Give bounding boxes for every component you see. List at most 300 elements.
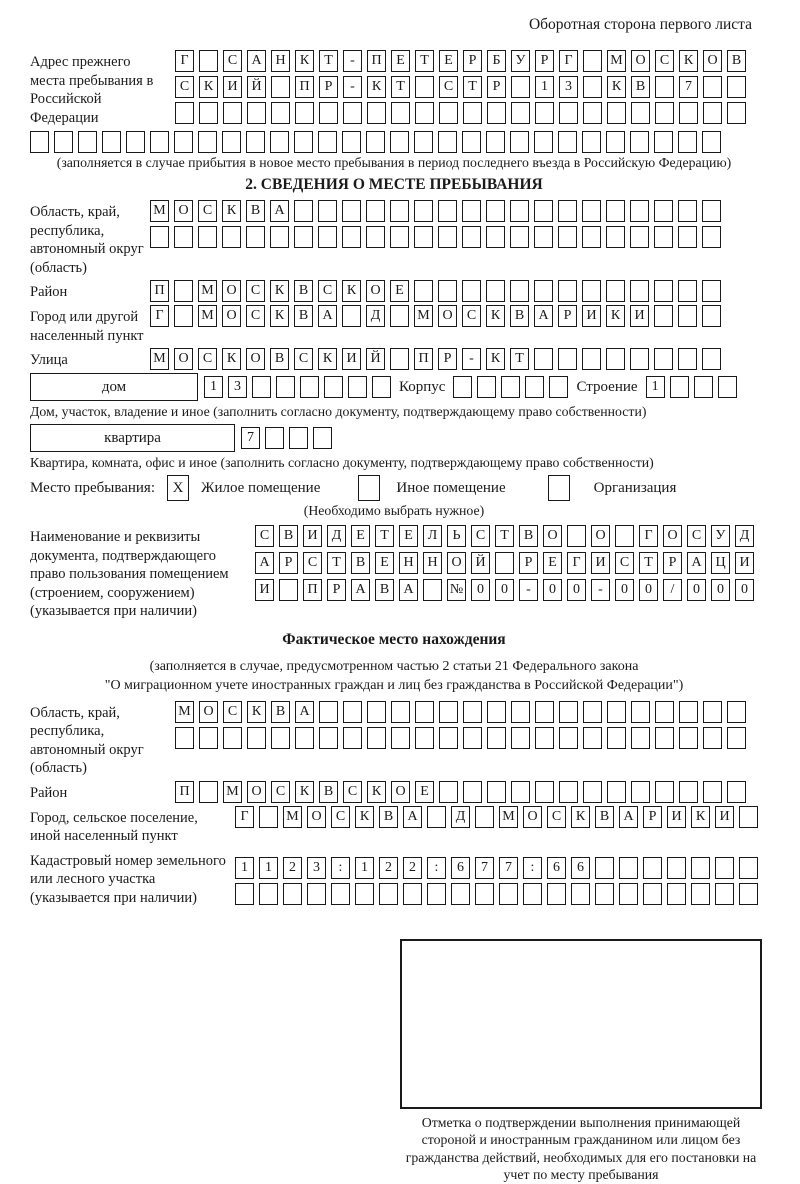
char-box[interactable]	[582, 226, 601, 248]
char-box[interactable]: П	[414, 348, 433, 370]
char-box[interactable]	[606, 348, 625, 370]
char-box[interactable]	[342, 200, 361, 222]
char-box[interactable]: 0	[615, 579, 634, 601]
char-box[interactable]	[439, 102, 458, 124]
char-box[interactable]	[439, 701, 458, 723]
char-box[interactable]: В	[510, 305, 529, 327]
char-box[interactable]	[727, 701, 746, 723]
char-box[interactable]: Г	[235, 806, 254, 828]
char-box[interactable]: Т	[327, 552, 346, 574]
char-box[interactable]: 0	[495, 579, 514, 601]
char-box[interactable]: О	[366, 280, 385, 302]
char-box[interactable]	[463, 727, 482, 749]
char-box[interactable]	[739, 806, 758, 828]
char-box[interactable]	[427, 883, 446, 905]
char-box[interactable]: Р	[663, 552, 682, 574]
char-box[interactable]	[535, 701, 554, 723]
char-box[interactable]: А	[318, 305, 337, 327]
char-box[interactable]	[583, 701, 602, 723]
char-box[interactable]	[414, 226, 433, 248]
char-box[interactable]	[655, 102, 674, 124]
char-box[interactable]	[390, 131, 409, 153]
char-box[interactable]	[654, 280, 673, 302]
char-box[interactable]	[300, 376, 319, 398]
char-box[interactable]: -	[343, 76, 362, 98]
char-box[interactable]	[475, 883, 494, 905]
char-box[interactable]: И	[630, 305, 649, 327]
char-box[interactable]	[583, 50, 602, 72]
char-box[interactable]: В	[379, 806, 398, 828]
char-box[interactable]	[619, 883, 638, 905]
char-box[interactable]	[583, 727, 602, 749]
char-box[interactable]	[414, 280, 433, 302]
char-box[interactable]	[174, 305, 193, 327]
char-box[interactable]	[342, 131, 361, 153]
char-box[interactable]: С	[687, 525, 706, 547]
char-box[interactable]	[558, 348, 577, 370]
char-box[interactable]: А	[247, 50, 266, 72]
char-box[interactable]	[343, 727, 362, 749]
char-box[interactable]	[439, 781, 458, 803]
char-box[interactable]: Ц	[711, 552, 730, 574]
char-box[interactable]	[379, 883, 398, 905]
char-box[interactable]	[477, 376, 496, 398]
char-box[interactable]	[667, 857, 686, 879]
char-box[interactable]	[427, 806, 446, 828]
char-box[interactable]: А	[295, 701, 314, 723]
char-box[interactable]: №	[447, 579, 466, 601]
char-box[interactable]: К	[355, 806, 374, 828]
char-box[interactable]	[391, 701, 410, 723]
char-box[interactable]	[678, 305, 697, 327]
char-box[interactable]	[348, 376, 367, 398]
char-box[interactable]	[453, 376, 472, 398]
char-box[interactable]	[198, 131, 217, 153]
char-box[interactable]	[607, 701, 626, 723]
char-box[interactable]: У	[511, 50, 530, 72]
char-box[interactable]	[534, 348, 553, 370]
char-box[interactable]	[607, 727, 626, 749]
char-box[interactable]	[727, 76, 746, 98]
char-box[interactable]: Т	[319, 50, 338, 72]
char-box[interactable]: 2	[283, 857, 302, 879]
char-box[interactable]: Т	[510, 348, 529, 370]
char-box[interactable]: О	[543, 525, 562, 547]
char-box[interactable]: К	[247, 701, 266, 723]
char-box[interactable]: Н	[271, 50, 290, 72]
char-box[interactable]	[703, 727, 722, 749]
char-box[interactable]: К	[486, 305, 505, 327]
char-box[interactable]	[246, 131, 265, 153]
char-box[interactable]	[655, 76, 674, 98]
char-box[interactable]	[727, 727, 746, 749]
char-box[interactable]	[54, 131, 73, 153]
char-box[interactable]	[271, 727, 290, 749]
char-box[interactable]	[313, 427, 332, 449]
char-box[interactable]: 0	[639, 579, 658, 601]
char-box[interactable]: Т	[391, 76, 410, 98]
char-box[interactable]: Н	[423, 552, 442, 574]
char-box[interactable]: О	[307, 806, 326, 828]
char-box[interactable]	[606, 226, 625, 248]
char-box[interactable]	[30, 131, 49, 153]
char-box[interactable]	[559, 102, 578, 124]
char-box[interactable]: Д	[451, 806, 470, 828]
char-box[interactable]	[265, 427, 284, 449]
char-box[interactable]	[343, 102, 362, 124]
char-box[interactable]	[366, 131, 385, 153]
char-box[interactable]	[558, 226, 577, 248]
char-box[interactable]	[366, 226, 385, 248]
char-box[interactable]: О	[174, 348, 193, 370]
char-box[interactable]	[631, 102, 650, 124]
char-box[interactable]	[694, 376, 713, 398]
char-box[interactable]	[279, 579, 298, 601]
char-box[interactable]: 6	[571, 857, 590, 879]
char-box[interactable]: 1	[355, 857, 374, 879]
char-box[interactable]	[501, 376, 520, 398]
char-box[interactable]: Е	[390, 280, 409, 302]
char-box[interactable]: 0	[687, 579, 706, 601]
char-box[interactable]: О	[247, 781, 266, 803]
char-box[interactable]: Т	[495, 525, 514, 547]
char-box[interactable]	[582, 200, 601, 222]
char-box[interactable]: 7	[241, 427, 260, 449]
char-box[interactable]: О	[591, 525, 610, 547]
char-box[interactable]	[535, 102, 554, 124]
char-box[interactable]: Ь	[447, 525, 466, 547]
char-box[interactable]: 2	[403, 857, 422, 879]
char-box[interactable]	[324, 376, 343, 398]
char-box[interactable]	[595, 857, 614, 879]
char-box[interactable]	[510, 131, 529, 153]
char-box[interactable]	[271, 102, 290, 124]
char-box[interactable]	[525, 376, 544, 398]
char-box[interactable]	[342, 305, 361, 327]
char-box[interactable]: Й	[471, 552, 490, 574]
char-box[interactable]	[223, 727, 242, 749]
char-box[interactable]	[174, 280, 193, 302]
char-box[interactable]: Т	[639, 552, 658, 574]
char-box[interactable]: 6	[451, 857, 470, 879]
char-box[interactable]: Е	[439, 50, 458, 72]
char-box[interactable]	[703, 781, 722, 803]
char-box[interactable]	[678, 226, 697, 248]
char-box[interactable]: К	[571, 806, 590, 828]
char-box[interactable]: 0	[543, 579, 562, 601]
char-box[interactable]: В	[519, 525, 538, 547]
char-box[interactable]	[199, 50, 218, 72]
char-box[interactable]: Д	[735, 525, 754, 547]
char-box[interactable]: С	[318, 280, 337, 302]
char-box[interactable]	[703, 102, 722, 124]
char-box[interactable]	[463, 781, 482, 803]
char-box[interactable]: С	[331, 806, 350, 828]
char-box[interactable]	[631, 727, 650, 749]
char-box[interactable]	[739, 883, 758, 905]
char-box[interactable]	[235, 883, 254, 905]
char-box[interactable]	[247, 727, 266, 749]
organization-checkbox[interactable]	[548, 475, 570, 501]
char-box[interactable]: 7	[499, 857, 518, 879]
char-box[interactable]	[567, 525, 586, 547]
char-box[interactable]	[367, 727, 386, 749]
char-box[interactable]: Й	[366, 348, 385, 370]
char-box[interactable]	[511, 102, 530, 124]
char-box[interactable]: 0	[567, 579, 586, 601]
char-box[interactable]	[510, 280, 529, 302]
char-box[interactable]	[318, 200, 337, 222]
char-box[interactable]: В	[270, 348, 289, 370]
char-box[interactable]	[655, 781, 674, 803]
char-box[interactable]	[654, 131, 673, 153]
char-box[interactable]: В	[279, 525, 298, 547]
char-box[interactable]	[462, 280, 481, 302]
char-box[interactable]: О	[199, 701, 218, 723]
char-box[interactable]	[355, 883, 374, 905]
char-box[interactable]	[487, 102, 506, 124]
char-box[interactable]	[289, 427, 308, 449]
char-box[interactable]	[319, 701, 338, 723]
char-box[interactable]	[559, 701, 578, 723]
char-box[interactable]	[510, 200, 529, 222]
char-box[interactable]	[271, 76, 290, 98]
char-box[interactable]: С	[271, 781, 290, 803]
char-box[interactable]: Т	[415, 50, 434, 72]
char-box[interactable]: Е	[399, 525, 418, 547]
char-box[interactable]: К	[367, 781, 386, 803]
char-box[interactable]	[259, 883, 278, 905]
char-box[interactable]: Г	[175, 50, 194, 72]
char-box[interactable]	[679, 102, 698, 124]
char-box[interactable]: Р	[519, 552, 538, 574]
char-box[interactable]: В	[375, 579, 394, 601]
char-box[interactable]: /	[663, 579, 682, 601]
char-box[interactable]: С	[655, 50, 674, 72]
residential-checkbox[interactable]: X	[167, 475, 189, 501]
char-box[interactable]	[438, 131, 457, 153]
char-box[interactable]: К	[342, 280, 361, 302]
char-box[interactable]	[630, 131, 649, 153]
char-box[interactable]: С	[198, 348, 217, 370]
char-box[interactable]	[583, 102, 602, 124]
char-box[interactable]: М	[607, 50, 626, 72]
char-box[interactable]: Е	[415, 781, 434, 803]
char-box[interactable]: 1	[204, 376, 223, 398]
char-box[interactable]	[631, 781, 650, 803]
char-box[interactable]: К	[679, 50, 698, 72]
char-box[interactable]	[438, 200, 457, 222]
char-box[interactable]: С	[615, 552, 634, 574]
char-box[interactable]	[535, 781, 554, 803]
char-box[interactable]: 1	[259, 857, 278, 879]
char-box[interactable]	[391, 102, 410, 124]
char-box[interactable]: Е	[351, 525, 370, 547]
char-box[interactable]	[372, 376, 391, 398]
char-box[interactable]: :	[331, 857, 350, 879]
char-box[interactable]: И	[223, 76, 242, 98]
char-box[interactable]: 1	[235, 857, 254, 879]
char-box[interactable]: С	[246, 305, 265, 327]
char-box[interactable]: Р	[463, 50, 482, 72]
char-box[interactable]	[511, 781, 530, 803]
char-box[interactable]: Й	[247, 76, 266, 98]
char-box[interactable]: О	[663, 525, 682, 547]
char-box[interactable]	[558, 200, 577, 222]
char-box[interactable]: Р	[558, 305, 577, 327]
char-box[interactable]	[439, 727, 458, 749]
char-box[interactable]: О	[703, 50, 722, 72]
char-box[interactable]	[150, 226, 169, 248]
char-box[interactable]	[727, 102, 746, 124]
char-box[interactable]	[294, 200, 313, 222]
char-box[interactable]: У	[711, 525, 730, 547]
char-box[interactable]	[549, 376, 568, 398]
char-box[interactable]	[582, 348, 601, 370]
char-box[interactable]: С	[439, 76, 458, 98]
char-box[interactable]: Д	[366, 305, 385, 327]
char-box[interactable]: И	[255, 579, 274, 601]
char-box[interactable]	[78, 131, 97, 153]
char-box[interactable]: К	[318, 348, 337, 370]
char-box[interactable]: М	[175, 701, 194, 723]
char-box[interactable]: О	[391, 781, 410, 803]
char-box[interactable]: С	[246, 280, 265, 302]
char-box[interactable]	[582, 131, 601, 153]
char-box[interactable]: И	[735, 552, 754, 574]
char-box[interactable]: К	[691, 806, 710, 828]
char-box[interactable]: О	[447, 552, 466, 574]
char-box[interactable]	[630, 200, 649, 222]
char-box[interactable]	[558, 131, 577, 153]
char-box[interactable]: :	[523, 857, 542, 879]
char-box[interactable]: П	[303, 579, 322, 601]
char-box[interactable]	[367, 102, 386, 124]
char-box[interactable]	[727, 781, 746, 803]
char-box[interactable]: Р	[319, 76, 338, 98]
char-box[interactable]	[438, 226, 457, 248]
char-box[interactable]	[678, 348, 697, 370]
char-box[interactable]	[414, 131, 433, 153]
char-box[interactable]: М	[414, 305, 433, 327]
char-box[interactable]: К	[270, 280, 289, 302]
char-box[interactable]	[462, 200, 481, 222]
char-box[interactable]: -	[591, 579, 610, 601]
char-box[interactable]: С	[471, 525, 490, 547]
char-box[interactable]	[606, 131, 625, 153]
char-box[interactable]	[631, 701, 650, 723]
char-box[interactable]	[535, 727, 554, 749]
char-box[interactable]: А	[403, 806, 422, 828]
char-box[interactable]: И	[667, 806, 686, 828]
char-box[interactable]	[438, 280, 457, 302]
char-box[interactable]	[390, 348, 409, 370]
char-box[interactable]	[654, 305, 673, 327]
char-box[interactable]: К	[367, 76, 386, 98]
char-box[interactable]	[246, 226, 265, 248]
char-box[interactable]: Р	[535, 50, 554, 72]
char-box[interactable]	[606, 200, 625, 222]
char-box[interactable]: 3	[307, 857, 326, 879]
char-box[interactable]	[487, 727, 506, 749]
char-box[interactable]: С	[343, 781, 362, 803]
char-box[interactable]: :	[427, 857, 446, 879]
char-box[interactable]	[295, 727, 314, 749]
char-box[interactable]	[270, 131, 289, 153]
char-box[interactable]	[150, 131, 169, 153]
char-box[interactable]	[654, 348, 673, 370]
char-box[interactable]	[318, 131, 337, 153]
char-box[interactable]: А	[399, 579, 418, 601]
char-box[interactable]	[547, 883, 566, 905]
char-box[interactable]: 7	[679, 76, 698, 98]
char-box[interactable]: Г	[150, 305, 169, 327]
char-box[interactable]: И	[303, 525, 322, 547]
char-box[interactable]	[247, 102, 266, 124]
char-box[interactable]	[486, 131, 505, 153]
char-box[interactable]: Р	[487, 76, 506, 98]
char-box[interactable]: П	[150, 280, 169, 302]
char-box[interactable]	[715, 857, 734, 879]
char-box[interactable]: С	[547, 806, 566, 828]
char-box[interactable]	[403, 883, 422, 905]
char-box[interactable]: Р	[643, 806, 662, 828]
char-box[interactable]: Р	[279, 552, 298, 574]
char-box[interactable]: А	[270, 200, 289, 222]
char-box[interactable]: С	[462, 305, 481, 327]
char-box[interactable]	[390, 226, 409, 248]
char-box[interactable]: Г	[559, 50, 578, 72]
char-box[interactable]	[718, 376, 737, 398]
char-box[interactable]: В	[294, 305, 313, 327]
char-box[interactable]	[175, 727, 194, 749]
char-box[interactable]: П	[295, 76, 314, 98]
char-box[interactable]: К	[295, 50, 314, 72]
char-box[interactable]	[678, 200, 697, 222]
char-box[interactable]: В	[319, 781, 338, 803]
char-box[interactable]	[487, 781, 506, 803]
char-box[interactable]: А	[351, 579, 370, 601]
char-box[interactable]	[583, 781, 602, 803]
char-box[interactable]	[559, 727, 578, 749]
char-box[interactable]: В	[595, 806, 614, 828]
char-box[interactable]: 0	[471, 579, 490, 601]
char-box[interactable]	[295, 102, 314, 124]
char-box[interactable]	[222, 131, 241, 153]
char-box[interactable]	[391, 727, 410, 749]
char-box[interactable]	[691, 883, 710, 905]
char-box[interactable]	[534, 226, 553, 248]
char-box[interactable]	[486, 200, 505, 222]
char-box[interactable]: -	[343, 50, 362, 72]
char-box[interactable]: Н	[399, 552, 418, 574]
char-box[interactable]	[510, 226, 529, 248]
char-box[interactable]	[319, 102, 338, 124]
char-box[interactable]	[414, 200, 433, 222]
char-box[interactable]: В	[351, 552, 370, 574]
char-box[interactable]	[678, 280, 697, 302]
char-box[interactable]: О	[246, 348, 265, 370]
char-box[interactable]	[630, 280, 649, 302]
char-box[interactable]	[667, 883, 686, 905]
char-box[interactable]	[126, 131, 145, 153]
char-box[interactable]	[655, 701, 674, 723]
char-box[interactable]: К	[606, 305, 625, 327]
char-box[interactable]	[630, 348, 649, 370]
char-box[interactable]: О	[438, 305, 457, 327]
char-box[interactable]	[511, 701, 530, 723]
char-box[interactable]	[703, 701, 722, 723]
